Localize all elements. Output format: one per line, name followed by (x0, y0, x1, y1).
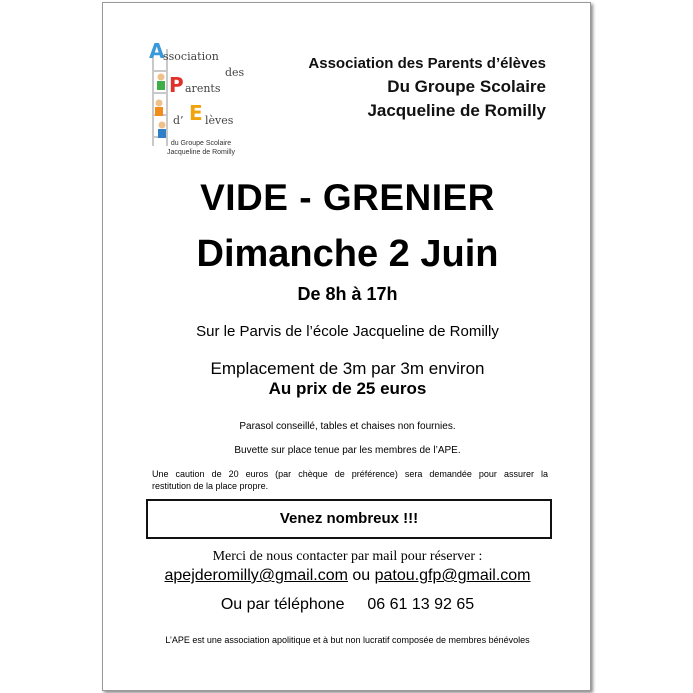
footer-note: L’APE est une association apolitique et à but non lucratif composée de membres bénévoles (165, 635, 530, 645)
info-parasol: Parasol conseillé, tables et chaises non fournies. (239, 421, 456, 432)
info-caution (152, 468, 548, 492)
logo-word-des: des (225, 66, 245, 79)
logo-word-d: d’ (173, 114, 184, 127)
logo-letter-p: P (169, 73, 184, 97)
contact-intro: Merci de nous contacter par mail pour réserver : (212, 549, 483, 564)
info-caution-line-1: Une caution de 20 euros (par chèque de préférence) sera demandée pour assurer la (152, 469, 548, 479)
header-line-2: Du Groupe Scolaire (387, 77, 546, 96)
phone-label: Ou par téléphone (220, 596, 345, 613)
event-date: Dimanche 2 Juin (196, 233, 499, 275)
event-price: Au prix de 25 euros (268, 379, 427, 398)
event-spot: Emplacement de 3m par 3m environ (210, 359, 485, 378)
flyer-page (102, 2, 591, 691)
header-line-3: Jacqueline de Romilly (367, 101, 546, 120)
logo-letter-a: A (149, 39, 165, 63)
venez-nombreux-box: Venez nombreux !!! (146, 499, 552, 539)
logo-letter-e: E (189, 101, 203, 125)
info-caution-line-2: restitution de la place propre. (152, 481, 269, 491)
info-buvette: Buvette sur place tenue par les membres de l’APE. (234, 445, 461, 456)
header-line-1: Association des Parents d’élèves (308, 55, 546, 72)
email-link-apejderomilly[interactable]: apejderomilly@gmail.com (164, 567, 348, 584)
ape-logo (147, 39, 255, 161)
contact-or: ou (352, 567, 371, 584)
logo-subtitle-1: du Groupe Scolaire (170, 140, 232, 147)
phone-number[interactable]: 06 61 13 92 65 (367, 596, 475, 613)
event-hours: De 8h à 17h (297, 284, 398, 304)
event-location: Sur le Parvis de l’école Jacqueline de Romilly (196, 323, 499, 340)
logo-subtitle-2: Jacqueline de Romilly (166, 149, 236, 156)
contact-phone (103, 596, 592, 614)
contact-emails (103, 567, 592, 585)
logo-word-eleves: lèves (205, 114, 234, 127)
logo-word-parents: arents (185, 82, 221, 95)
event-title: VIDE - GRENIER (200, 177, 495, 218)
email-link-patou[interactable]: patou.gfp@gmail.com (374, 567, 531, 584)
logo-word-association: ssociation (163, 50, 219, 63)
